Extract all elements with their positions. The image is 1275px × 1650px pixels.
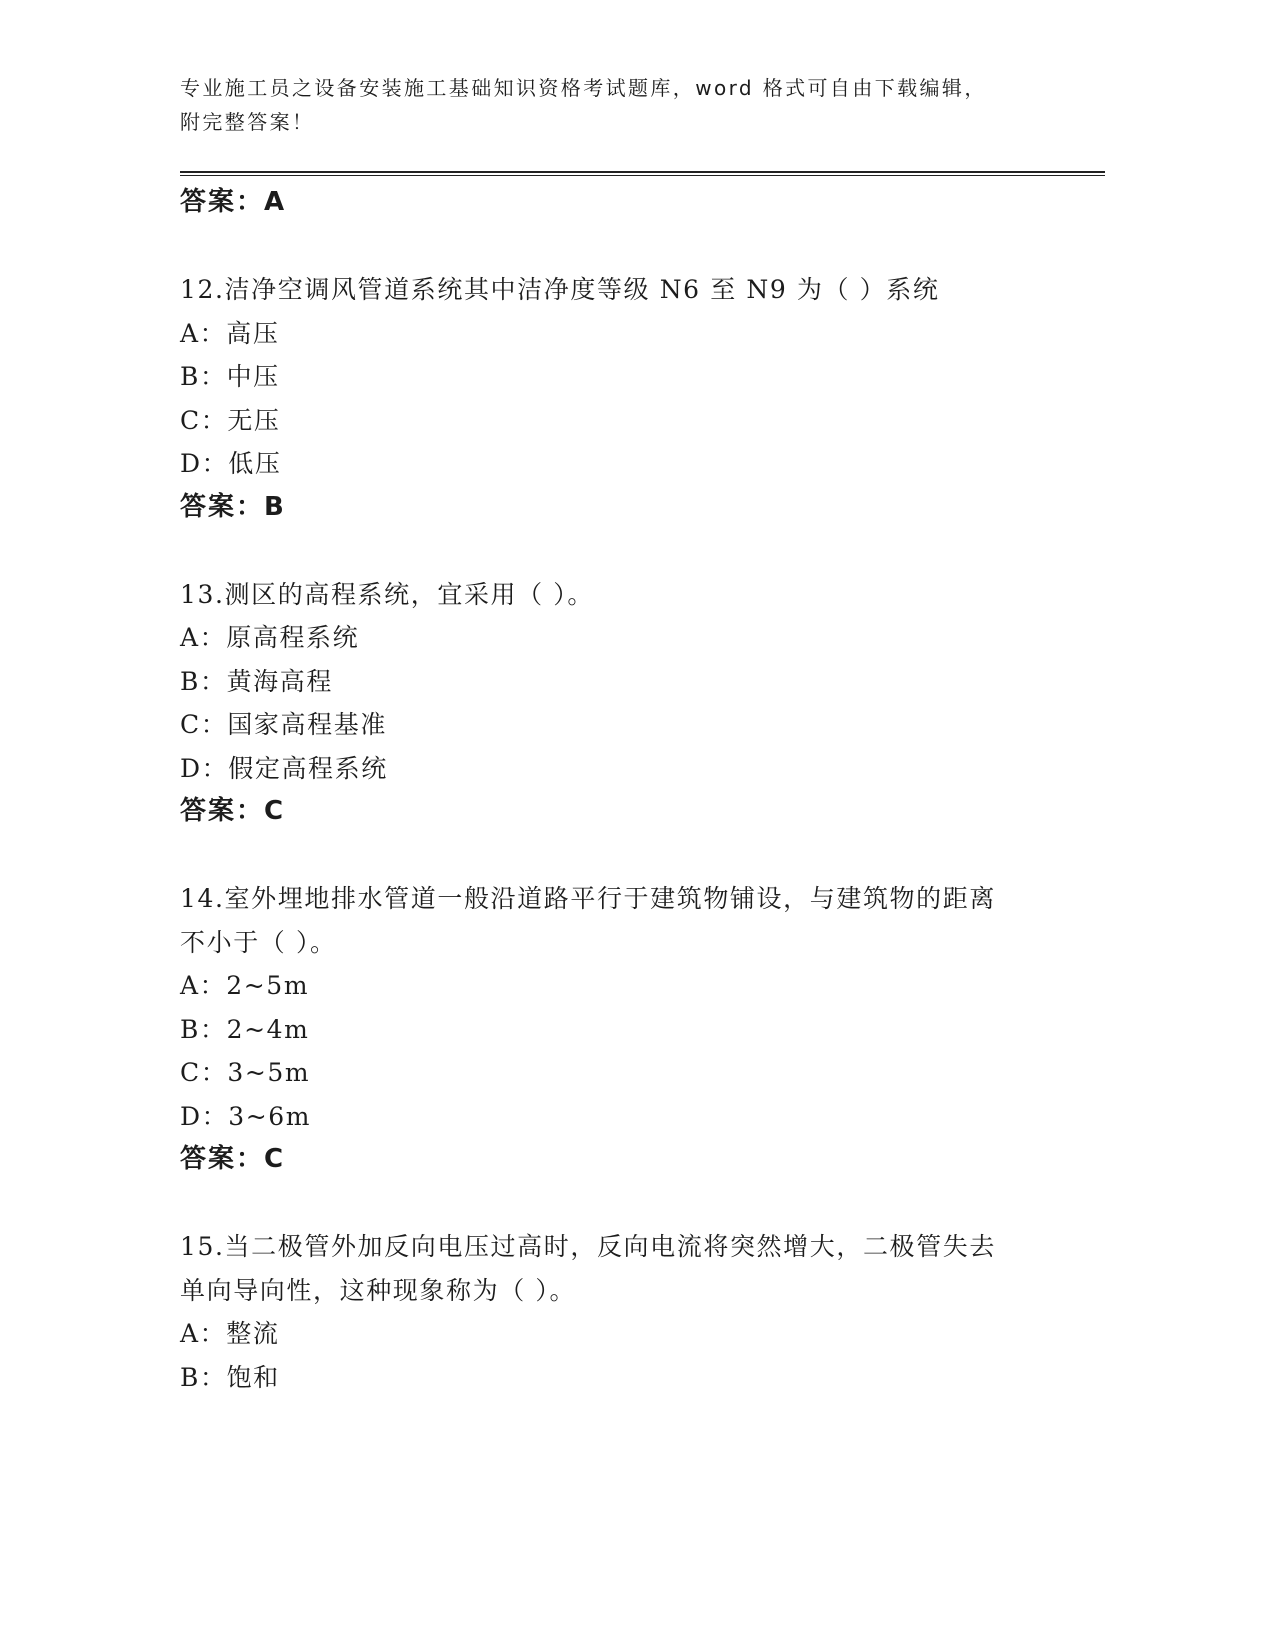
question-block xyxy=(180,573,1080,834)
question-stem: 12.洁净空调风管道系统其中洁净度等级 N6 至 N9 为（ ）系统 xyxy=(180,275,940,304)
question-block xyxy=(180,1225,1080,1399)
question-block xyxy=(180,268,1080,529)
question-stem: 15.当二极管外加反向电压过高时，反向电流将突然增大，二极管失去 xyxy=(180,1232,996,1261)
option-item: D：假定高程系统 xyxy=(180,753,388,783)
answer-line: 答案：A xyxy=(180,187,287,217)
option-item: C：国家高程基准 xyxy=(180,710,387,739)
question-stem: 单向导向性，这种现象称为（ ）。 xyxy=(180,1275,577,1305)
option-item: D：3~6m xyxy=(180,1101,312,1131)
option-item: A：高压 xyxy=(180,318,280,348)
question-list xyxy=(180,181,1080,1399)
option-item: A：整流 xyxy=(180,1319,280,1348)
option-item: B：2~4m xyxy=(180,1014,310,1044)
question-block xyxy=(180,877,1080,1182)
header-double-rule xyxy=(180,171,1105,176)
document-header xyxy=(180,71,987,139)
option-item: B：中压 xyxy=(180,362,280,391)
option-item: D：低压 xyxy=(180,449,282,478)
answer-line: 答案：B xyxy=(180,491,286,522)
option-item: B：黄海高程 xyxy=(180,666,333,696)
header-title-line: 附完整答案！ xyxy=(180,110,315,134)
option-item: B：饱和 xyxy=(180,1362,280,1392)
question-stem: 不小于（ ）。 xyxy=(180,927,337,957)
question-stem: 14.室外埋地排水管道一般沿道路平行于建筑物铺设，与建筑物的距离 xyxy=(180,884,996,913)
header-title-line: 专业施工员之设备安装施工基础知识资格考试题库，word 格式可自由下载编辑， xyxy=(180,76,987,100)
option-item: C：无压 xyxy=(180,405,281,435)
option-item: A：2~5m xyxy=(180,971,310,1000)
answer-line: 答案：C xyxy=(180,1144,286,1174)
question-stem: 13.测区的高程系统，宜采用（ ）。 xyxy=(180,579,595,609)
option-item: A：原高程系统 xyxy=(180,623,360,652)
answer-line: 答案：C xyxy=(180,796,286,826)
option-item: C：3~5m xyxy=(180,1058,311,1087)
